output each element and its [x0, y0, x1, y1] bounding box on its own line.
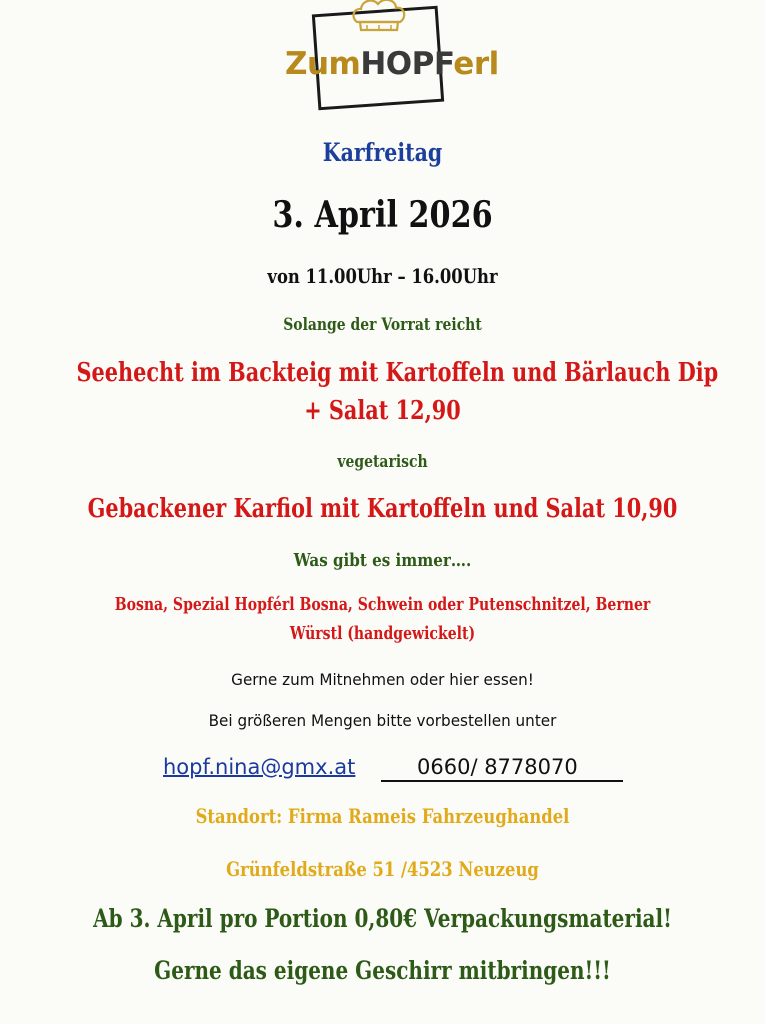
contact-underline [381, 780, 623, 782]
always-line2: Würstl (handgewickelt) [289, 623, 476, 644]
dish2: Gebackener Karfiol mit Kartoffeln und Salat 10,90 [87, 494, 678, 524]
preorder-note: Bei größeren Mengen bitte vorbestellen unter [208, 711, 557, 730]
location-line1: Standort: Firma Rameis Fahrzeughandel [195, 804, 570, 828]
chef-hat-icon [349, 0, 409, 34]
occasion-title: Karfreitag [322, 138, 443, 167]
logo-text-hopf: HOPF [360, 46, 454, 82]
packaging-note: Ab 3. April pro Portion 0,80€ Verpackungsmaterial! [93, 904, 672, 933]
event-date: 3. April 2026 [272, 194, 493, 236]
takeaway-note: Gerne zum Mitnehmen oder hier essen! [231, 670, 534, 689]
logo-text-zum: Zum [285, 46, 361, 82]
location-line2: Grünfeldstraße 51 /4523 Neuzeug [226, 857, 539, 881]
dish1-line2: + Salat 12,90 [304, 396, 461, 426]
always-heading: Was gibt es immer…. [293, 550, 472, 571]
supply-note: Solange der Vorrat reicht [283, 315, 482, 335]
logo-wordmark [285, 46, 499, 82]
logo [275, 0, 499, 115]
dish1-line1: Seehecht im Backteig mit Kartoffeln und Bärlauch Dip [76, 358, 719, 388]
logo-text-erl: erl [453, 46, 499, 82]
phone-number: 0660/ 8778070 [417, 755, 578, 779]
always-line1: Bosna, Spezial Hopférl Bosna, Schwein oder Putenschnitzel, Berner [114, 594, 651, 615]
email-link[interactable]: hopf.nina@gmx.at [163, 755, 356, 779]
contact-line [163, 755, 623, 785]
opening-hours: von 11.00Uhr – 16.00Uhr [267, 264, 498, 288]
vegetarian-label: vegetarisch [337, 452, 428, 472]
bring-dishes-note: Gerne das eigene Geschirr mitbringen!!! [154, 956, 611, 985]
